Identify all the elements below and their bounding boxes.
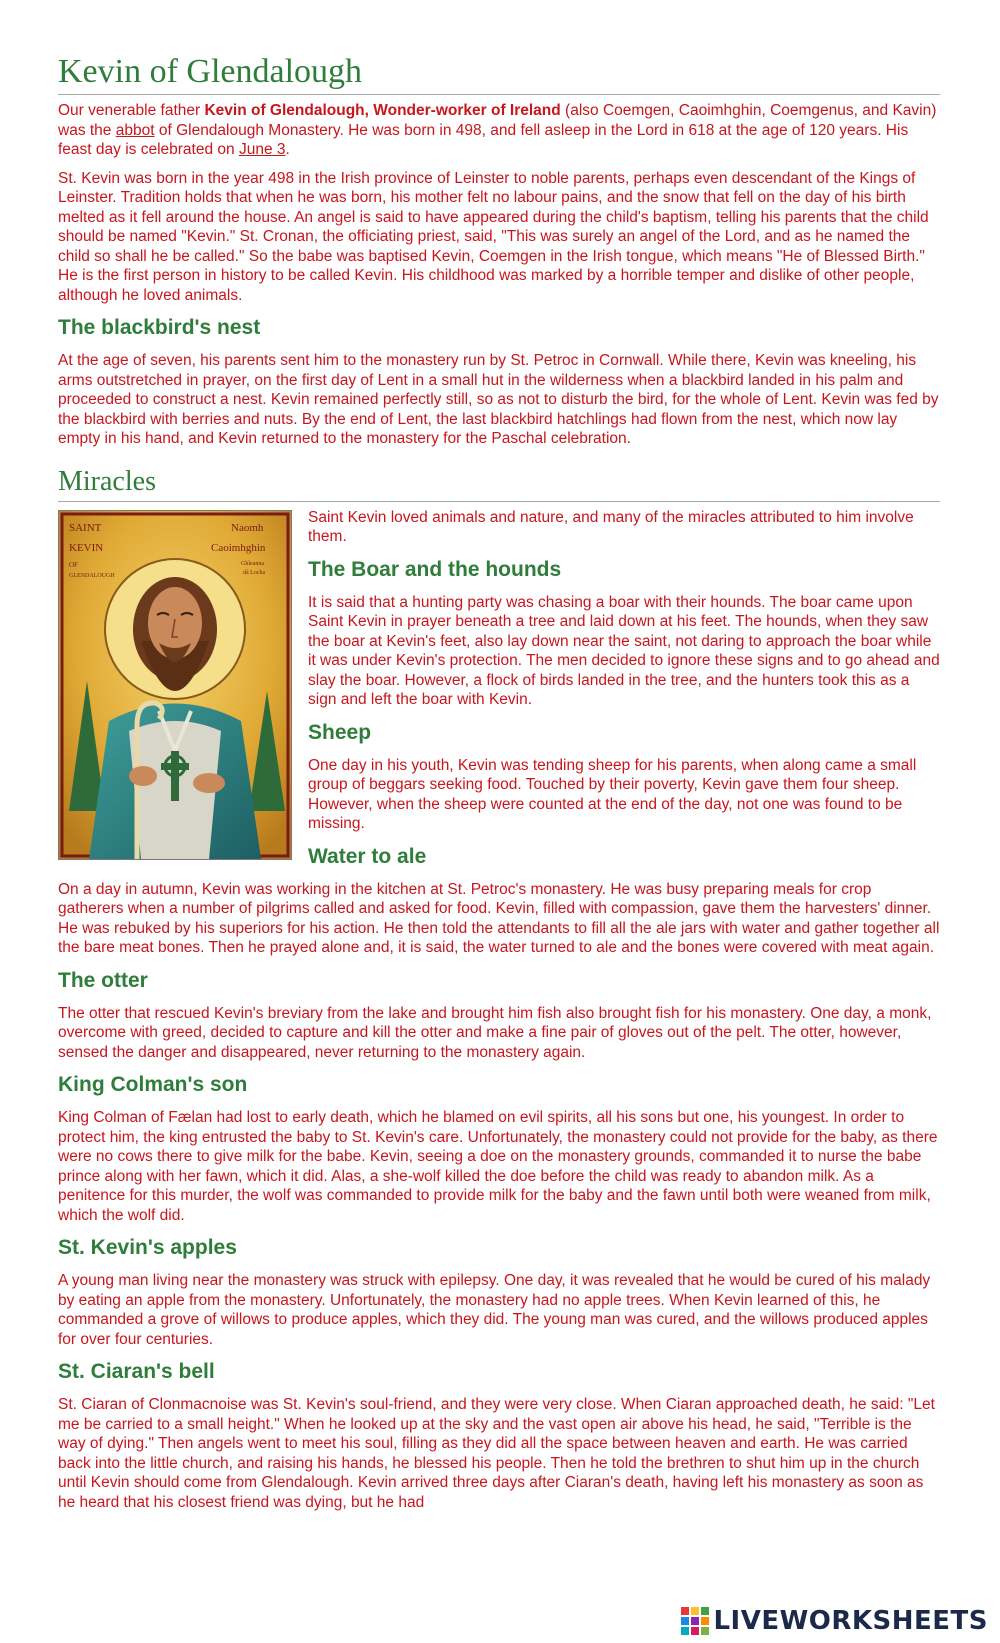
miracles-heading: Miracles [58, 465, 940, 502]
icon-text-saint: SAINT [69, 521, 102, 534]
section-heading-water-to-ale: Water to ale [308, 844, 427, 868]
section-heading-sheep: Sheep [308, 720, 372, 744]
logo-square [681, 1627, 689, 1635]
section-text-boar: It is said that a hunting party was chasing a boar with their hounds. The boar came upon Saint Kevin in prayer beneath a tree and laid down at his feet. The hounds, when they saw the boar at Kevin's feet, also lay down near the saint, not daring to approach the boar while it was under Kevin's protection. The men decided to ignore these signs and to go ahead and slay the boar. However, a flock of birds landed in the tree, and the hunters took this as a sign and left the boar with Kevin. [308, 593, 940, 708]
icon-text-kevin: KEVIN [69, 541, 104, 554]
saint-name: Kevin of Glendalough, Wonder-worker of Ireland [204, 102, 561, 119]
logo-square [691, 1627, 699, 1635]
section-heading-bell: St. Ciaran's bell [58, 1360, 215, 1383]
intro-aliases: (also Coemgen, Caoimhghin, Coemgenus, and Kavin) was the [58, 102, 937, 139]
icon-text-da-locha: dá Locha [243, 569, 266, 576]
page-title: Kevin of Glendalough [58, 52, 940, 95]
article [58, 52, 940, 1512]
saint-kevin-icon-image [58, 510, 292, 860]
section-text-sheep: One day in his youth, Kevin was tending sheep for his parents, when along came a small group of beggars seeking food. Touched by their poverty, Kevin gave them four sheep. However, when the sheep were counted at the end of the day, not one was found to be missing. [308, 756, 917, 832]
logo-square [681, 1607, 689, 1615]
liveworksheets-logo[interactable] [681, 1605, 988, 1637]
section-text-bell: St. Ciaran of Clonmacnoise was St. Kevin's soul-friend, and they were very close. When Ciaran approached death, he said: "Let me be carried to a small height." When he looked up at the sky and the vast open air above his head, he said, "Terrible is the way of dying." Then angels went to meet his soul, filling as they did all the space between heaven and earth. He was carried back into the little church, and raising his hands, he blessed his people. Then he told the brethren to shut him up in the church until Kevin should come from Glendalough. Kevin arrived three days after Ciaran's death, having left his monastery as soon as he heard that his closest friend was dying, but he had [58, 1396, 935, 1511]
section-text-apples: A young man living near the monastery was struck with epilepsy. One day, it was revealed that he would be cured of his malady by eating an apple from the monastery. Unfortunately, the monastery had no apple trees. When Kevin learned of this, he commanded a grove of willows to produce apples, which they did. The young man was cured, and the willows produced apples for over four centuries. [58, 1272, 931, 1348]
section-heading-otter: The otter [58, 968, 148, 992]
section-heading-boar: The Boar and the hounds [308, 557, 562, 581]
miracles-intro: Saint Kevin loved animals and nature, and many of the miracles attributed to him involve them. [308, 508, 914, 545]
logo-square [701, 1617, 709, 1625]
intro-life: of Glendalough Monastery. He was born in 498, and fell asleep in the Lord in 618 at the age of 120 years. His feast day is celebrated on [58, 121, 909, 158]
icon-text-of: OF [69, 560, 78, 569]
logo-mark-icon [681, 1607, 709, 1635]
logo-square [691, 1617, 699, 1625]
blackbird-heading: The blackbird's nest [58, 316, 261, 339]
logo-square [701, 1627, 709, 1635]
logo-square [691, 1607, 699, 1615]
icon-text-place: GLENDALOUGH [69, 572, 115, 579]
intro-paragraph [58, 101, 940, 160]
logo-text: LIVEWORKSHEETS [713, 1606, 988, 1636]
blackbird-paragraph: At the age of seven, his parents sent him to the monastery run by St. Petroc in Cornwall. While there, Kevin was kneeling, his arms outstretched in prayer, on the first day of Lent in a small hut in the wilderness when a blackbird landed in his palm and proceeded to construct a nest. Kevin remained perfectly still, so as not to disturb the bird, for the whole of Lent. Kevin was fed by the blackbird with berries and nuts. By the end of Lent, the last blackbird hatchlings had flown from the nest, which now lay empty in his hand, and Kevin returned to the monastery for the Paschal celebration. [58, 352, 939, 447]
section-text-colman: King Colman of Fælan had lost to early death, which he blamed on evil spirits, all his sons but one, his youngest. In order to protect him, the king entrusted the baby to St. Kevin's care. Unfortunately, the monastery could not provide for the baby, as there were no cows there to give milk for the babe. Kevin, seeing a doe on the monastery grounds, commanded it to nurse the babe prince along with her fawn, which it did. Alas, a she-wolf killed the doe before the child was ready to abandon milk. As a penitence for this murder, the wolf was commanded to provide milk for the baby and the fawn until both were weaned from milk, which the wolf did. [58, 1109, 938, 1224]
section-heading-colman: King Colman's son [58, 1073, 248, 1096]
abbot-link[interactable]: abbot [115, 121, 155, 139]
section-text-otter: The otter that rescued Kevin's breviary from the lake and brought him fish also brought fish for his monastery. One day, a monk, overcome with greed, decided to capture and kill the otter and make a fine pair of gloves out of the pelt. The otter, however, sensed the danger and disappeared, never returning to the monastery again. [58, 1004, 932, 1061]
logo-square [681, 1617, 689, 1625]
intro-end: . [285, 141, 290, 158]
section-heading-apples: St. Kevin's apples [58, 1236, 237, 1259]
icon-text-ghleanna: Ghleanna [241, 560, 264, 567]
intro-lead: Our venerable father [58, 102, 205, 119]
logo-square [701, 1607, 709, 1615]
birth-paragraph: St. Kevin was born in the year 498 in the Irish province of Leinster to noble parents, perhaps even descendant of the Kings of Leinster. Tradition holds that when he was born, his mother felt no labour pains, and the snow that fell on the day of his birth melted as it fell around the house. An angel is said to have appeared during the child's baptism, telling his parents that the child should be named "Kevin." St. Cronan, the officiating priest, said, "This was surely an angel of the Lord, and as he named the child so shall he be called." So the babe was baptised Kevin, Coemgen in the Irish tongue, which means "He of Blessed Birth." He is the first person in history to be called Kevin. His childhood was marked by a horrible temper and dislike of other people, although he loved animals. [58, 169, 929, 304]
feast-day-link[interactable]: June 3 [238, 141, 286, 158]
section-text-water-to-ale: On a day in autumn, Kevin was working in the kitchen at St. Petroc's monastery. He was busy preparing meals for crop gatherers when a number of pilgrims called and asked for food. Kevin, filled with compassion, gave them the harvesters' dinner. He was rebuked by his superiors for his action. He then told the attendants to fill all the ale jars with water and gather together all the bare meat bones. Then he prayed alone and, it is said, the water turned to ale and the bones were covered with meat again. [58, 880, 940, 956]
icon-text-caoimhghin: Caoimhghin [211, 541, 266, 554]
icon-text-naomh: Naomh [231, 521, 264, 534]
